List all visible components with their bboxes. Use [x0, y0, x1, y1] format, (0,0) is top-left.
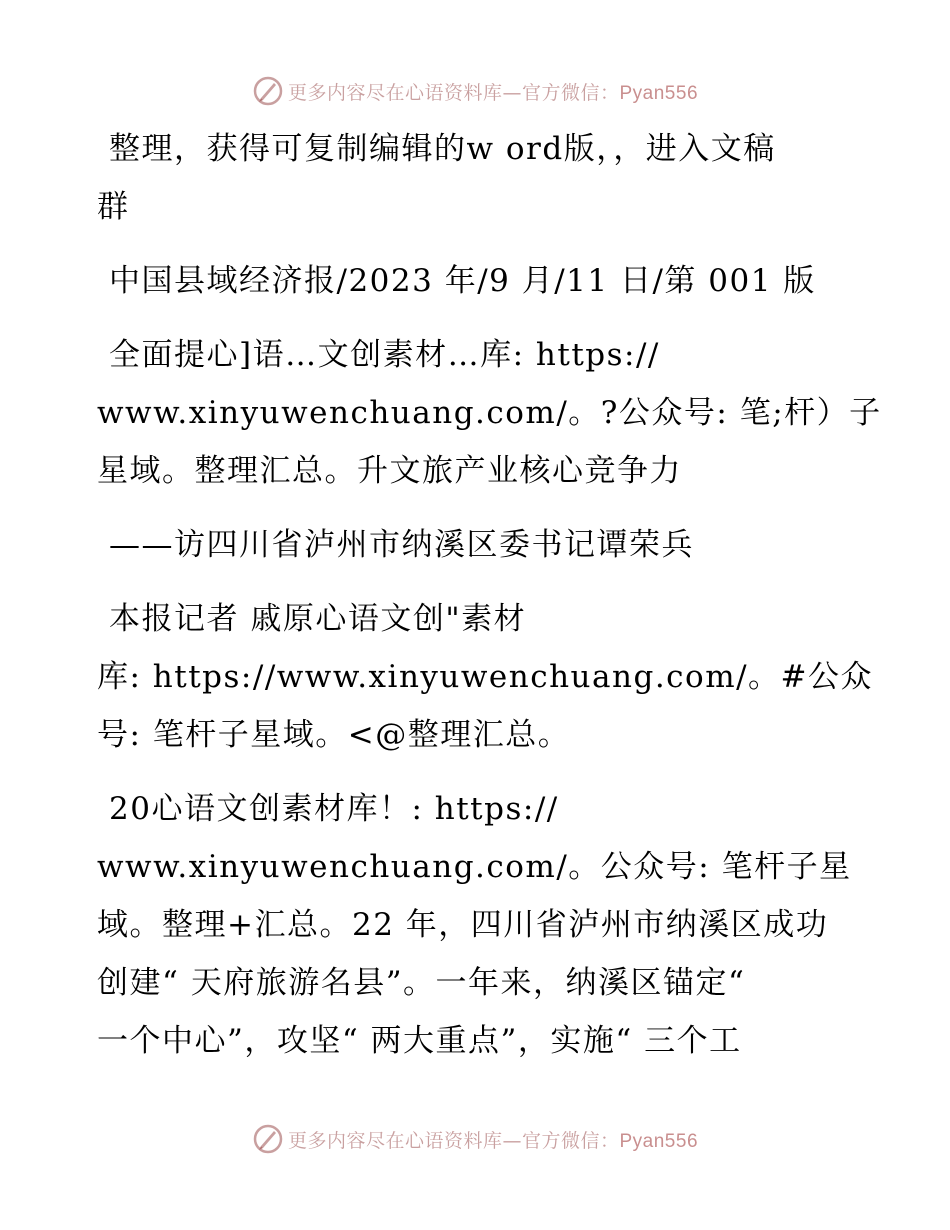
watermark-text: 更多内容尽在心语资料库—官方微信：Pyan556 [287, 1129, 699, 1152]
watermark-footer [0, 1122, 950, 1156]
text-line: 全面提心]语…文创素材…库: https:// [109, 337, 660, 373]
quill-logo-icon [252, 1123, 284, 1155]
text-line: 群 [97, 189, 130, 225]
text-line: 20心语文创素材库！: https:// [109, 791, 559, 827]
document-body [97, 120, 882, 1070]
text-line: 库: https://www.xinyuwenchuang.com/。#公众 [97, 659, 874, 695]
text-line: 星域。整理汇总。升文旅产业核心竞争力 [97, 453, 682, 489]
text-line: 域。整理+汇总。22 年，四川省泸州市纳溪区成功 [97, 907, 829, 943]
text-line: ——访四川省泸州市纳溪区委书记谭荣兵 [109, 527, 694, 563]
watermark-header [0, 74, 950, 108]
watermark-text: 更多内容尽在心语资料库—官方微信：Pyan556 [287, 81, 699, 104]
text-line: www.xinyuwenchuang.com/。公众号: 笔杆子星 [97, 849, 852, 885]
text-line: 号: 笔杆子星域。<@整理汇总。 [97, 717, 571, 753]
text-line: 一个中心”，攻坚“ 两大重点”，实施“ 三个工 [97, 1023, 742, 1059]
quill-logo-icon [252, 75, 284, 107]
text-line: 整理，获得可复制编辑的w ord版，，进入文稿 [109, 131, 776, 167]
text-line: www.xinyuwenchuang.com/。?公众号: 笔;杆）子 [97, 395, 882, 431]
text-line: 中国县域经济报/2023 年/9 月/11 日/第 001 版 [109, 263, 816, 299]
text-line: 创建“ 天府旅游名县”。一年来，纳溪区锚定“ [97, 965, 746, 1001]
text-line: 本报记者 戚原心语文创"素材 [109, 601, 527, 637]
